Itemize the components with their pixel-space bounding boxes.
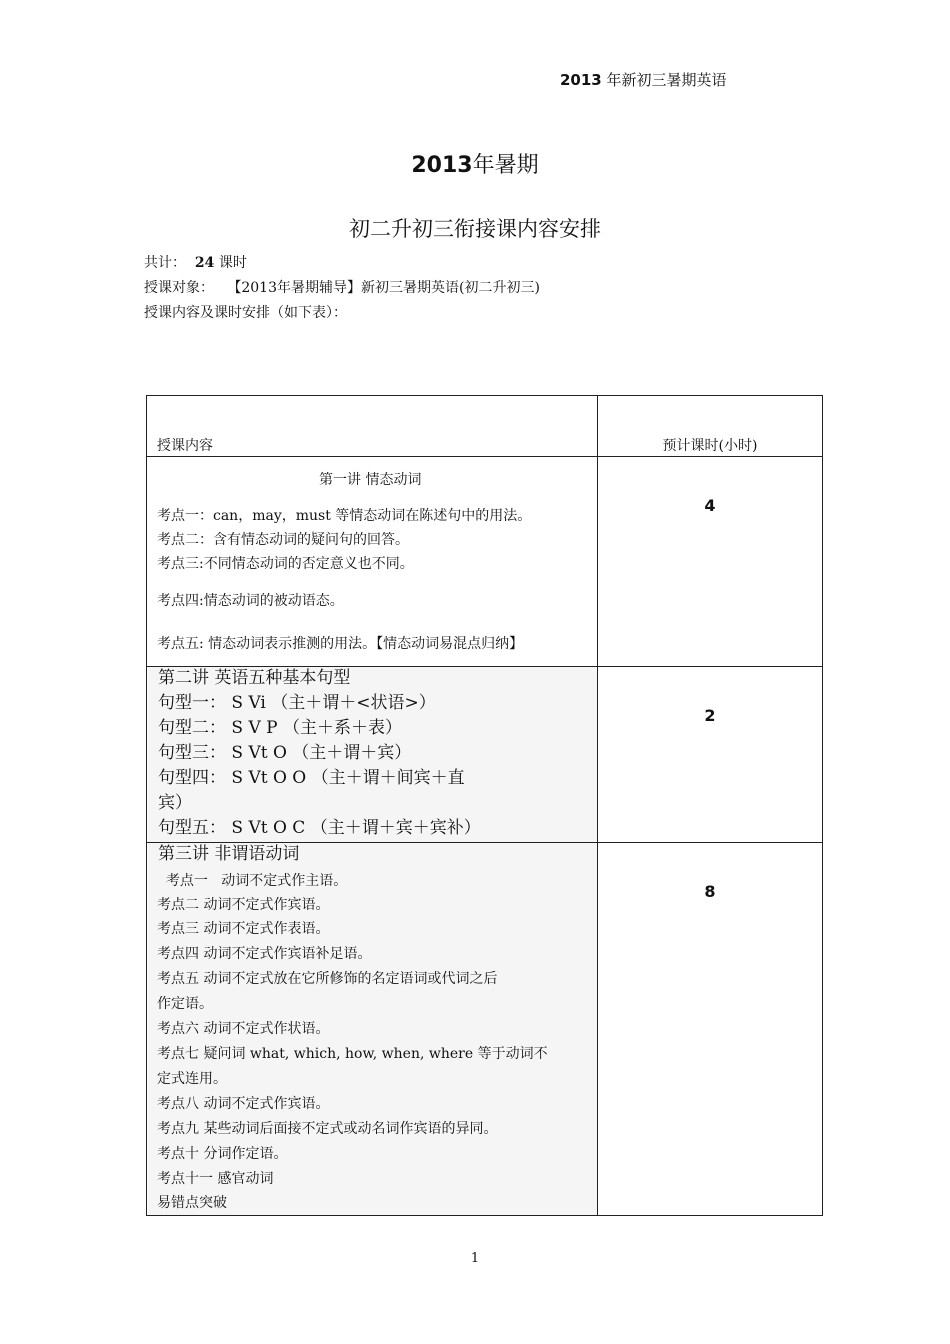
total-label: 共计：	[144, 255, 186, 271]
lecture3-point: 考点十 分词作定语。	[157, 1146, 288, 1162]
lecture3-hours: 8	[704, 882, 716, 901]
target-label: 授课对象：	[144, 280, 214, 296]
lecture3-point: 考点十一 感官动词	[157, 1171, 274, 1187]
lecture3-point: 考点四 动词不定式作宾语补足语。	[157, 946, 372, 962]
header-year: 2013	[560, 71, 602, 89]
page-subtitle: 初二升初三衔接课内容安排	[349, 217, 601, 241]
lecture2-hours: 2	[704, 706, 716, 725]
schedule-table	[146, 395, 823, 1216]
column-divider	[597, 396, 598, 1215]
title-year: 2013	[411, 153, 473, 178]
running-header	[560, 69, 727, 90]
lecture3-point: 考点八 动词不定式作宾语。	[157, 1096, 330, 1112]
lecture1-title: 第一讲 情态动词	[319, 472, 422, 488]
lecture2-line: 句型四： S Vt O O （主＋谓＋间宾＋直	[158, 768, 465, 788]
lecture3-title: 第三讲 非谓语动词	[158, 844, 300, 864]
lecture1-hours: 4	[704, 496, 716, 515]
lecture3-point: 考点一 动词不定式作主语。	[157, 873, 348, 889]
lecture1-point: 考点四:情态动词的被动语态。	[157, 593, 344, 609]
header-hours-cell: 预计课时(小时)	[662, 438, 758, 454]
arrangement-line: 授课内容及课时安排（如下表）：	[144, 305, 347, 321]
lecture3-point: 考点五 动词不定式放在它所修饰的名定语词或代词之后	[157, 971, 498, 987]
lecture1-point: 考点二：含有情态动词的疑问句的回答。	[157, 532, 409, 548]
lecture2-line: 句型五： S Vt O C （主＋谓＋宾＋宾补）	[158, 818, 481, 838]
lecture3-point: 考点九 某些动词后面接不定式或动名词作宾语的异同。	[157, 1121, 498, 1137]
lecture3-point: 考点三 动词不定式作表语。	[157, 921, 330, 937]
target-line	[144, 277, 540, 297]
lecture2-line: 句型二： S V P （主＋系＋表）	[158, 718, 402, 738]
lecture3-point: 考点二 动词不定式作宾语。	[157, 897, 330, 913]
lecture3-point: 考点七 疑问词 what, which, how, when, where 等于动词不	[157, 1046, 548, 1062]
total-value: 24	[194, 255, 215, 271]
lecture2-line: 宾）	[158, 793, 192, 813]
title-text: 年暑期	[472, 153, 539, 178]
lecture1-point: 考点一：can，may，must 等情态动词在陈述句中的用法。	[157, 508, 532, 524]
lecture2-line: 句型三： S Vt O （主＋谓＋宾）	[158, 743, 412, 763]
lecture3-point: 作定语。	[157, 996, 213, 1012]
header-text: 年新初三暑期英语	[601, 71, 727, 89]
lecture3-point: 易错点突破	[157, 1195, 227, 1211]
total-unit: 课时	[214, 255, 247, 271]
lecture3-point: 定式连用。	[157, 1071, 227, 1087]
lecture1-point: 考点五: 情态动词表示推测的用法。【情态动词易混点归纳】	[157, 636, 524, 652]
page-title	[0, 148, 950, 179]
lecture1-point: 考点三:不同情态动词的否定意义也不同。	[157, 556, 414, 572]
page-number: 1	[470, 1251, 480, 1266]
lecture2-line: 句型一： S Vi （主＋谓＋<状语>）	[158, 693, 436, 713]
lecture3-point: 考点六 动词不定式作状语。	[157, 1021, 330, 1037]
lecture2-title: 第二讲 英语五种基本句型	[158, 668, 351, 688]
total-hours-line	[144, 252, 247, 272]
target-value: 【2013年暑期辅导】新初三暑期英语(初二升初三)	[227, 280, 540, 296]
header-content-cell: 授课内容	[157, 438, 213, 454]
